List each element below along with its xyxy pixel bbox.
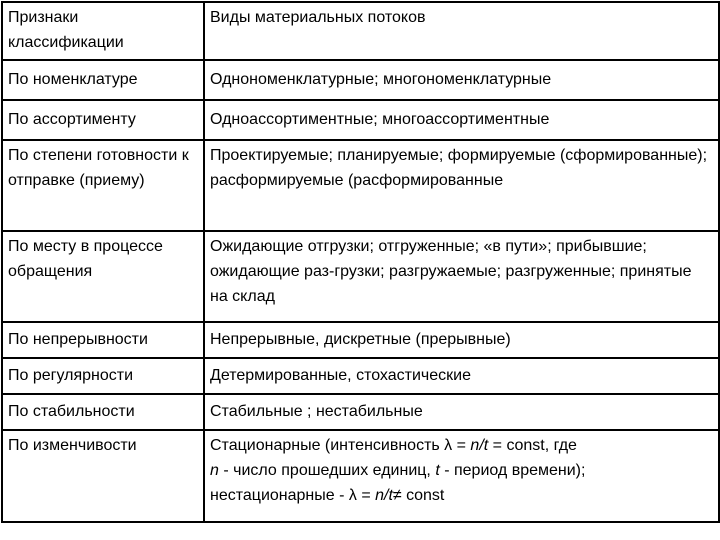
table-row xyxy=(2,430,719,522)
table-row xyxy=(2,140,719,231)
table-row xyxy=(2,231,719,322)
types-cell: Стабильные ; нестабильные xyxy=(204,394,719,430)
feature-cell: По степени готовности к отправке (приему) xyxy=(2,140,204,231)
formula-text: Стационарные (интенсивность λ = xyxy=(210,437,471,454)
feature-cell: По месту в процессе обращения xyxy=(2,231,204,322)
types-cell: Проектируемые; планируемые; формируемые (сформированные); расформируемые (расформированные xyxy=(204,140,719,231)
formula-variable: n xyxy=(210,462,219,479)
formula-text: - период времени); нестационарные - λ = xyxy=(210,462,586,504)
table-row xyxy=(2,322,719,358)
formula-text: - число прошедших единиц, xyxy=(218,462,436,479)
feature-cell: По изменчивости xyxy=(2,430,204,522)
formula-text: ≠ const xyxy=(392,487,445,504)
types-cell: Непрерывные, дискретные (прерывные) xyxy=(204,322,719,358)
table-row xyxy=(2,60,719,100)
header-types-cell: Виды материальных потоков xyxy=(204,2,719,60)
feature-cell: По регулярности xyxy=(2,358,204,394)
table-row xyxy=(2,358,719,394)
types-cell: Однономенклатурные; многономенклатурные xyxy=(204,60,719,100)
types-cell: Ожидающие отгрузки; отгруженные; «в пути»; прибывшие; ожидающие раз-грузки; разгружаемые; разгруженные; принятые на склад xyxy=(204,231,719,322)
formula-variable: n/t xyxy=(470,437,489,454)
feature-cell: По непрерывности xyxy=(2,322,204,358)
header-row xyxy=(2,2,719,60)
types-cell: Одноассортиментные; многоассортиментные xyxy=(204,100,719,140)
formula-text: = const, где xyxy=(488,437,577,454)
table-row xyxy=(2,394,719,430)
feature-cell: По ассортименту xyxy=(2,100,204,140)
types-cell-formula xyxy=(204,430,719,522)
feature-cell: По номенклатуре xyxy=(2,60,204,100)
formula-variable: n/t xyxy=(375,487,393,504)
header-feature-cell: Признаки классификации xyxy=(2,2,204,60)
formula-variable: t xyxy=(435,462,440,479)
table-row xyxy=(2,100,719,140)
types-cell: Детермированные, стохастические xyxy=(204,358,719,394)
feature-cell: По стабильности xyxy=(2,394,204,430)
classification-table xyxy=(1,1,720,523)
